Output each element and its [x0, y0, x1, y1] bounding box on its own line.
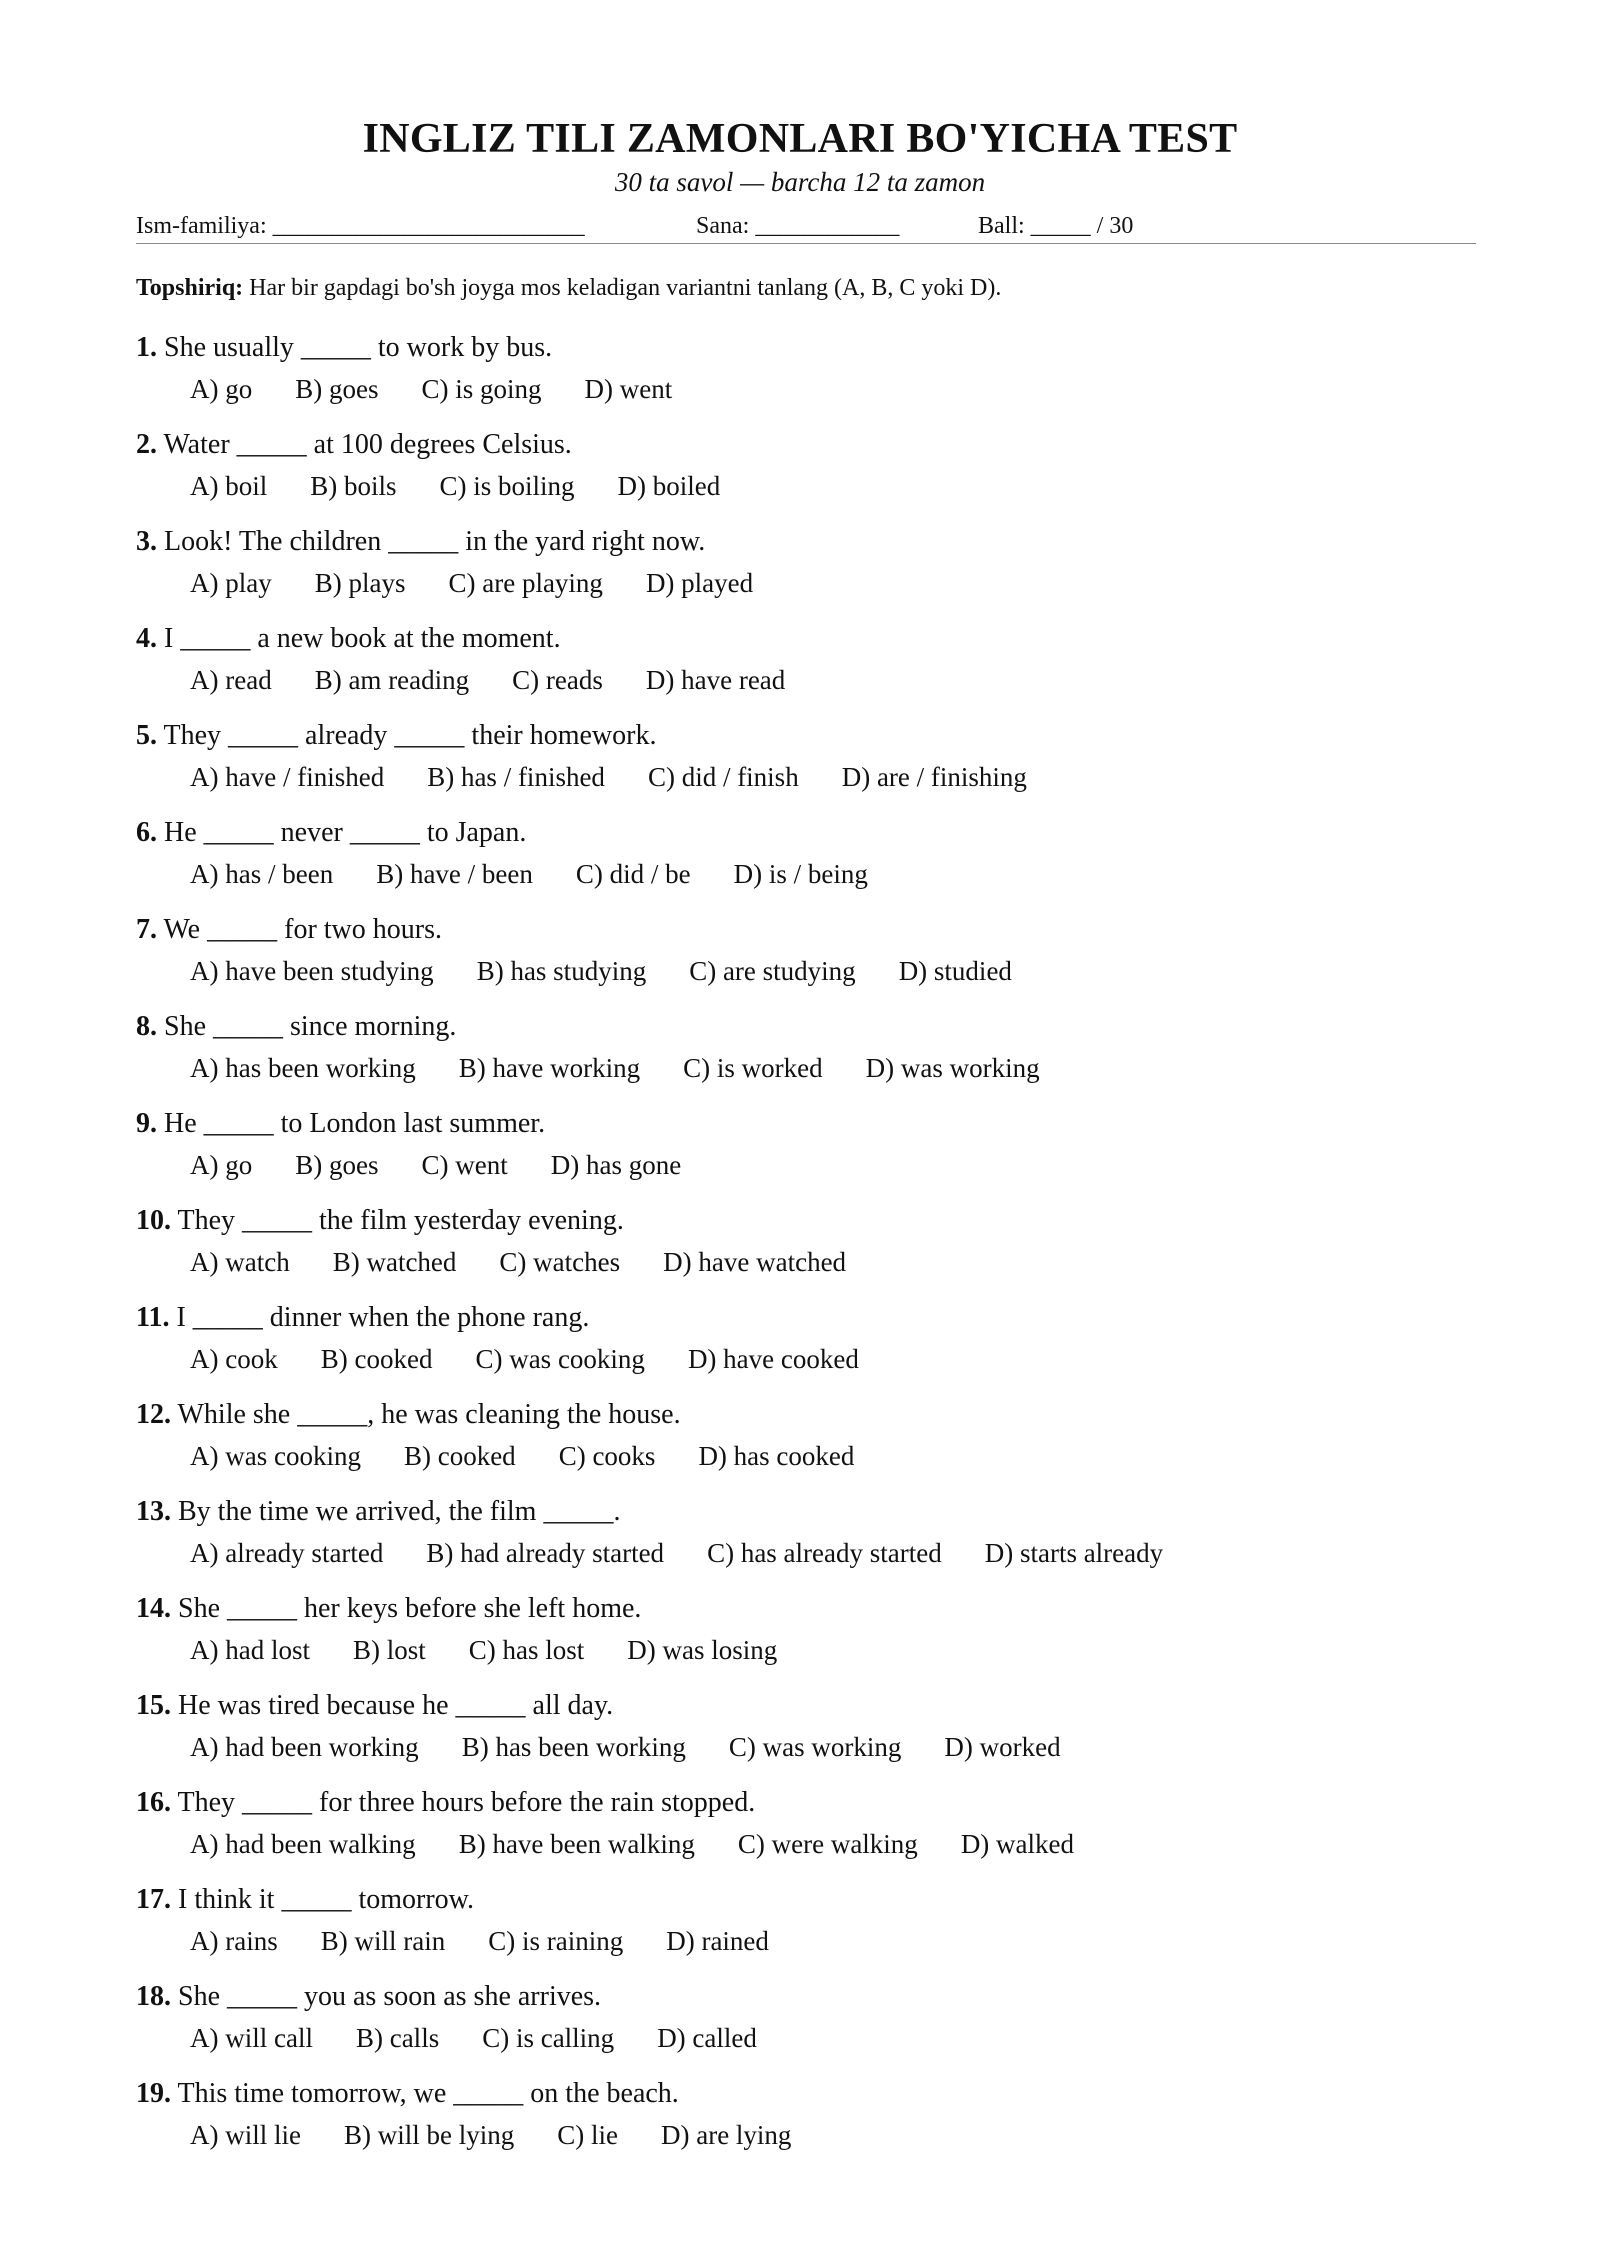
answer-options: [190, 1243, 1476, 1281]
answer-option: A) had lost: [190, 1635, 310, 1665]
answer-option: D) has gone: [550, 1150, 682, 1180]
answer-option: C) watches: [499, 1247, 621, 1277]
answer-options: [190, 467, 1476, 505]
answer-option: B) will be lying: [343, 2120, 515, 2150]
answer-options: [190, 564, 1476, 602]
score-field: Ball: _____ / 30: [978, 213, 1134, 239]
answer-option: B) cooked: [403, 1441, 516, 1471]
question-stem: [136, 1005, 1476, 1049]
answer-option: D) is / being: [733, 859, 868, 889]
answer-options: [190, 1631, 1476, 1669]
question-number: 18.: [136, 1981, 171, 2012]
question-stem: [136, 617, 1476, 661]
date-field: Sana: ____________: [696, 213, 900, 239]
answer-option: C) did / be: [575, 859, 691, 889]
page-subtitle: 30 ta savol — barcha 12 ta zamon: [614, 167, 986, 197]
question-item: [136, 1490, 1476, 1587]
answer-options: [190, 1340, 1476, 1378]
question-stem: [136, 811, 1476, 855]
answer-option: A) was cooking: [190, 1441, 361, 1471]
answer-option: A) already started: [190, 1538, 384, 1568]
answer-option: D) have read: [645, 665, 786, 695]
question-number: 6.: [136, 817, 157, 848]
question-stem: [136, 1878, 1476, 1922]
question-number: 10.: [136, 1205, 171, 1236]
answer-option: C) cooks: [558, 1441, 656, 1471]
question-number: 5.: [136, 720, 157, 751]
question-number: 4.: [136, 623, 157, 654]
question-item: [136, 1781, 1476, 1878]
answer-options: [190, 1049, 1476, 1087]
answer-option: A) read: [190, 665, 272, 695]
question-stem: [136, 1102, 1476, 1146]
question-item: [136, 2072, 1476, 2169]
question-text: We _____ for two hours.: [163, 914, 442, 945]
question-item: [136, 1296, 1476, 1393]
answer-options: [190, 1437, 1476, 1475]
question-stem: [136, 1490, 1476, 1534]
answer-option: D) rained: [666, 1926, 769, 1956]
answer-option: C) is going: [421, 374, 542, 404]
answer-options: [190, 1534, 1476, 1572]
question-text: I _____ dinner when the phone rang.: [176, 1302, 590, 1333]
answer-option: B) has / finished: [427, 762, 605, 792]
answer-option: A) have / finished: [190, 762, 385, 792]
question-text: While she _____, he was cleaning the house.: [177, 1399, 681, 1430]
answer-option: B) have been walking: [458, 1829, 695, 1859]
answer-option: C) was working: [728, 1732, 902, 1762]
answer-option: A) go: [190, 374, 253, 404]
question-number: 19.: [136, 2078, 171, 2109]
question-item: [136, 520, 1476, 617]
question-item: [136, 1587, 1476, 1684]
answer-option: C) is raining: [488, 1926, 624, 1956]
question-item: [136, 1393, 1476, 1490]
answer-option: D) called: [657, 2023, 757, 2053]
question-item: [136, 617, 1476, 714]
instruction-label: Topshiriq:: [136, 275, 244, 301]
question-item: [136, 423, 1476, 520]
answer-options: [190, 758, 1476, 796]
answer-option: D) have watched: [663, 1247, 847, 1277]
answer-option: D) starts already: [984, 1538, 1164, 1568]
question-number: 14.: [136, 1593, 171, 1624]
answer-option: C) has already started: [707, 1538, 942, 1568]
answer-option: A) go: [190, 1150, 253, 1180]
question-stem: [136, 1199, 1476, 1243]
answer-option: A) will call: [190, 2023, 313, 2053]
answer-option: D) was losing: [627, 1635, 778, 1665]
question-text: They _____ the film yesterday evening.: [177, 1205, 624, 1236]
answer-option: B) watched: [332, 1247, 457, 1277]
question-item: [136, 714, 1476, 811]
question-number: 2.: [136, 429, 157, 460]
question-stem: [136, 520, 1476, 564]
answer-option: C) reads: [512, 665, 603, 695]
question-number: 1.: [136, 332, 157, 363]
answer-option: B) has studying: [476, 956, 647, 986]
answer-option: C) are playing: [448, 568, 603, 598]
answer-options: [190, 1728, 1476, 1766]
question-text: Water _____ at 100 degrees Celsius.: [163, 429, 572, 460]
question-number: 13.: [136, 1496, 171, 1527]
question-stem: [136, 908, 1476, 952]
question-number: 17.: [136, 1884, 171, 1915]
answer-option: B) lost: [352, 1635, 426, 1665]
question-stem: [136, 1587, 1476, 1631]
question-text: He _____ never _____ to Japan.: [164, 817, 527, 848]
question-item: [136, 1199, 1476, 1296]
question-number: 16.: [136, 1787, 171, 1818]
question-stem: [136, 1296, 1476, 1340]
answer-option: A) has been working: [190, 1053, 416, 1083]
answer-option: A) cook: [190, 1344, 278, 1374]
question-text: He _____ to London last summer.: [164, 1108, 546, 1139]
question-text: She _____ her keys before she left home.: [178, 1593, 642, 1624]
answer-option: C) did / finish: [647, 762, 799, 792]
answer-option: D) boiled: [617, 471, 721, 501]
question-text: I think it _____ tomorrow.: [178, 1884, 475, 1915]
question-item: [136, 1005, 1476, 1102]
answer-option: B) have working: [458, 1053, 641, 1083]
answer-option: C) went: [421, 1150, 508, 1180]
question-number: 15.: [136, 1690, 171, 1721]
answer-option: C) is worked: [683, 1053, 823, 1083]
answer-option: A) have been studying: [190, 956, 434, 986]
answer-option: C) is calling: [482, 2023, 615, 2053]
answer-option: D) are / finishing: [841, 762, 1027, 792]
answer-option: C) lie: [557, 2120, 618, 2150]
question-stem: [136, 714, 1476, 758]
instruction: [136, 270, 1476, 306]
answer-option: A) watch: [190, 1247, 290, 1277]
question-stem: [136, 1684, 1476, 1728]
answer-option: B) had already started: [426, 1538, 665, 1568]
answer-option: B) am reading: [314, 665, 470, 695]
question-item: [136, 1878, 1476, 1975]
question-text: Look! The children _____ in the yard right now.: [164, 526, 706, 557]
answer-option: D) are lying: [660, 2120, 792, 2150]
question-text: She _____ you as soon as she arrives.: [178, 1981, 602, 2012]
answer-option: C) are studying: [689, 956, 856, 986]
question-text: This time tomorrow, we _____ on the beach.: [177, 2078, 679, 2109]
instruction-text: Har bir gapdagi bo'sh joyga mos keladigan variantni tanlang (A, B, C yoki D).: [249, 275, 1002, 301]
answer-option: D) studied: [898, 956, 1012, 986]
question-stem: [136, 326, 1476, 370]
answer-option: A) had been walking: [190, 1829, 416, 1859]
question-number: 3.: [136, 526, 157, 557]
question-item: [136, 1975, 1476, 2072]
answer-option: A) will lie: [190, 2120, 301, 2150]
answer-option: B) cooked: [320, 1344, 433, 1374]
name-field: Ism-familiya: __________________________: [136, 213, 585, 239]
question-text: They _____ for three hours before the rain stopped.: [177, 1787, 756, 1818]
question-text: He was tired because he _____ all day.: [178, 1690, 614, 1721]
question-item: [136, 1102, 1476, 1199]
answer-option: B) goes: [295, 1150, 379, 1180]
question-item: [136, 1684, 1476, 1781]
answer-option: A) has / been: [190, 859, 334, 889]
page-title: INGLIZ TILI ZAMONLARI BO'YICHA TEST: [362, 116, 1238, 162]
answer-option: D) walked: [960, 1829, 1075, 1859]
student-info-line: [136, 209, 1476, 244]
answer-options: [190, 1146, 1476, 1184]
answer-option: C) was cooking: [475, 1344, 645, 1374]
question-text: By the time we arrived, the film _____.: [178, 1496, 621, 1527]
question-stem: [136, 1393, 1476, 1437]
answer-options: [190, 952, 1476, 990]
question-text: She usually _____ to work by bus.: [164, 332, 553, 363]
question-text: They _____ already _____ their homework.: [163, 720, 657, 751]
answer-option: D) has cooked: [698, 1441, 855, 1471]
answer-option: D) played: [645, 568, 754, 598]
question-stem: [136, 1781, 1476, 1825]
question-list: [136, 326, 1476, 2169]
answer-option: C) has lost: [468, 1635, 585, 1665]
answer-option: A) rains: [190, 1926, 278, 1956]
question-item: [136, 326, 1476, 423]
question-text: She _____ since morning.: [164, 1011, 457, 1042]
answer-option: D) went: [584, 374, 673, 404]
question-stem: [136, 1975, 1476, 2019]
answer-options: [190, 370, 1476, 408]
question-number: 8.: [136, 1011, 157, 1042]
answer-options: [190, 1825, 1476, 1863]
question-stem: [136, 423, 1476, 467]
answer-option: B) plays: [314, 568, 406, 598]
answer-option: A) play: [190, 568, 272, 598]
answer-option: A) boil: [190, 471, 268, 501]
answer-option: B) will rain: [320, 1926, 446, 1956]
answer-option: B) have / been: [376, 859, 533, 889]
answer-option: B) goes: [295, 374, 379, 404]
answer-option: B) calls: [355, 2023, 440, 2053]
question-number: 12.: [136, 1399, 171, 1430]
answer-options: [190, 661, 1476, 699]
answer-options: [190, 1922, 1476, 1960]
question-text: I _____ a new book at the moment.: [164, 623, 561, 654]
question-item: [136, 908, 1476, 1005]
answer-options: [190, 855, 1476, 893]
answer-option: C) is boiling: [439, 471, 575, 501]
answer-option: A) had been working: [190, 1732, 419, 1762]
answer-option: B) boils: [310, 471, 397, 501]
answer-option: B) has been working: [461, 1732, 686, 1762]
answer-options: [190, 2116, 1476, 2154]
question-stem: [136, 2072, 1476, 2116]
answer-option: D) have cooked: [687, 1344, 859, 1374]
question-number: 11.: [136, 1302, 170, 1333]
question-number: 7.: [136, 914, 157, 945]
question-item: [136, 811, 1476, 908]
question-number: 9.: [136, 1108, 157, 1139]
answer-option: C) were walking: [737, 1829, 918, 1859]
answer-option: D) worked: [944, 1732, 1061, 1762]
answer-options: [190, 2019, 1476, 2057]
answer-option: D) was working: [865, 1053, 1040, 1083]
